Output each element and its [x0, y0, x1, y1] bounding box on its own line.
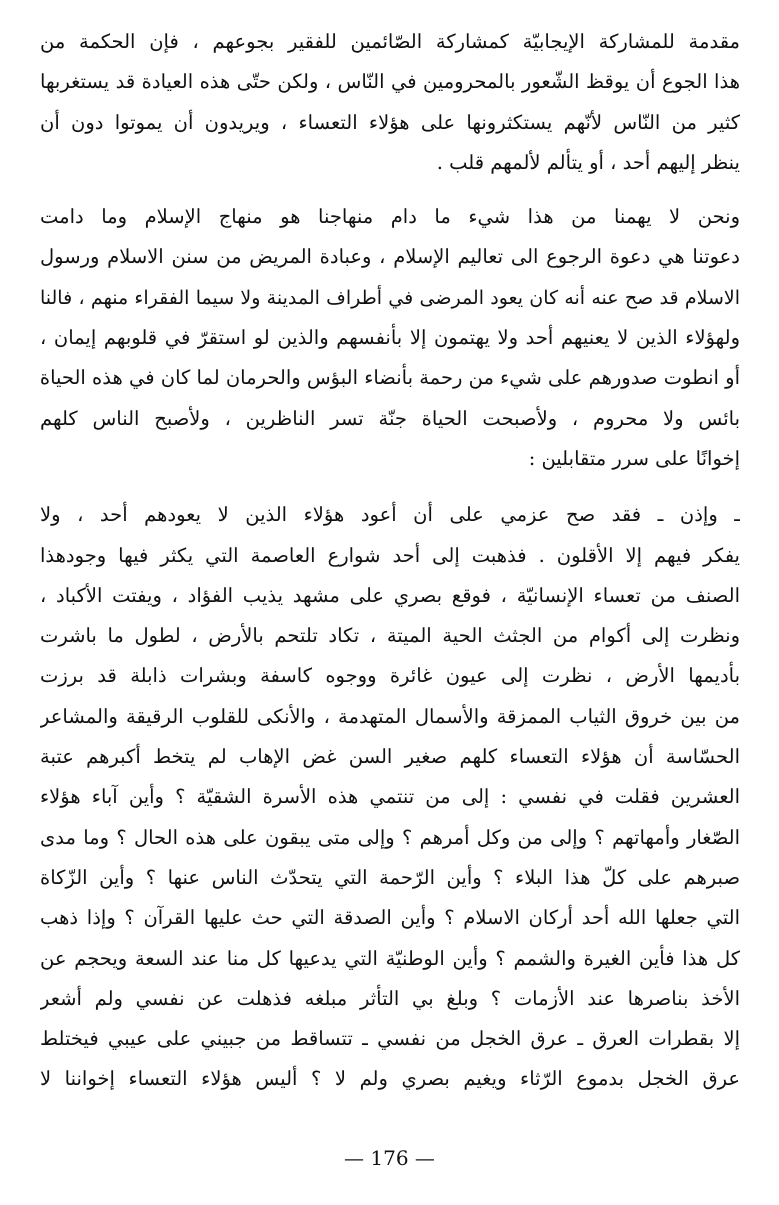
text-line: صبرهم على كلّ هذا البلاء ؟ وأين الرّحمة التي يتحدّث الناس عنها ؟ وأين الزّكاة [40, 865, 740, 889]
text-line: ونظرت إلى أكوام من الجثث الحية الميتة ، تكاد تلتحم بالأرض ، لطول ما باشرت [40, 624, 740, 648]
paragraph-spacer [40, 479, 740, 495]
text-line: العشرين فقلت في نفسي : إلى من تنتمي هذه الأسرة الشقيّة ؟ وأين آباء هؤلاء [40, 785, 740, 809]
text-line: كل هذا فأين الغيرة والشمم ؟ وأين الوطنيّة التي يدعيها كل منا عند السعة ويحجم عن [40, 946, 740, 970]
text-line: الاسلام قد صح عنه أنه كان يعود المرضى في أطراف المدينة ولا سيما الفقراء منهم ، فالنا [40, 286, 740, 309]
text-line: ـ وإذن ـ فقد صح عزمي على أن أعود هؤلاء الذين لا يعودهم أحد ، ولا [40, 503, 740, 527]
text-line: مقدمة للمشاركة الإيجابيّة كمشاركة الصّائمين للفقير بجوعهم ، فإن الحكمة من [40, 30, 740, 53]
paragraph-spacer [40, 183, 740, 197]
paragraph-3 [40, 495, 740, 1099]
paragraph-1 [40, 22, 740, 183]
text-line: الصنف من تعساء الإنسانيّة ، فوقع بصري على مشهد يذيب الفؤاد ، ويفتت الأكباد ، [40, 583, 740, 607]
text-line: بأديمها الأرض ، نظرت إلى عيون غائرة ووجوه كاسفة وبشرات ذابلة قد برزت [40, 664, 740, 688]
text-line: هذا الجوع أن يوقظ الشّعور بالمحرومين في النّاس ، ولكن حتّى هذه العيادة قد يستغربها [40, 70, 740, 94]
page-number: — 176 — [344, 1146, 435, 1170]
text-line: إخوانًا على سرر متقابلين : [528, 446, 740, 470]
text-line: يفكر فيهم إلا الأقلون . فذهبت إلى أحد شوارع العاصمة التي يكثر فيها وجودهذا [40, 543, 740, 567]
page-body [40, 22, 740, 1100]
text-line: ولهؤلاء الذين لا يعنيهم أحد ولا يهتمون إلا بأنفسهم والذين لو استقرّ في قلوبهم إيمان ، [40, 326, 740, 350]
text-line: الصّغار وأمهاتهم ؟ وإلى من وكل أمرهم ؟ وإلى متى يبقون على هذه الحال ؟ وما مدى [40, 825, 740, 849]
text-line: كثير من النّاس لأنّهم يستكثرونها على هؤلاء التعساء ، ويريدون أن يموتوا دون أن [40, 110, 740, 134]
text-line: بائس ولا محروم ، ولأصبحت الحياة جنّة تسر الناظرين ، ولأصبح الناس كلهم [40, 406, 740, 430]
text-line: الحسّاسة أن هؤلاء التعساء كلهم صغير السن غض الإهاب لم يتخط أكبرهم عتبة [40, 745, 740, 769]
text-line: دعوتنا هي دعوة الرجوع الى تعاليم الإسلام ، وعبادة المريض من سنن الاسلام ورسول [40, 245, 740, 269]
text-line: ينظر إليهم أحد ، أو يتألم لألمهم قلب . [436, 150, 740, 174]
text-line: عرق الخجل بدموع الرّثاء ويغيم بصري ولم لا ؟ أليس هؤلاء التعساء إخواننا لا [40, 1067, 740, 1091]
text-line: من بين خروق الثياب الممزقة والأسمال المتهدمة ، والأنكى للقلوب الرقيقة والمشاعر [40, 704, 740, 728]
text-line: ونحن لا يهمنا من هذا شيء ما دام منهاجنا هو منهاج الإسلام وما دامت [40, 205, 740, 229]
text-line: الأخذ بناصرها عند الأزمات ؟ وبلغ بي التأثر مبلغه فذهلت عن نفسي ولم أشعر [40, 986, 740, 1010]
text-line: التي جعلها الله أحد أركان الاسلام ؟ وأين الصدقة التي حث عليها القرآن ؟ وإذا ذهب [40, 906, 740, 930]
paragraph-2 [40, 197, 740, 479]
text-line: إلا بقطرات العرق ـ عرق الخجل من نفسي ـ تتساقط من جبيني على عيبي فيختلط [40, 1027, 740, 1051]
text-line: أو انطوت صدورهم على شيء من رحمة بأنضاء البؤس والحرمان لما كان في هذه الحياة [40, 366, 740, 390]
